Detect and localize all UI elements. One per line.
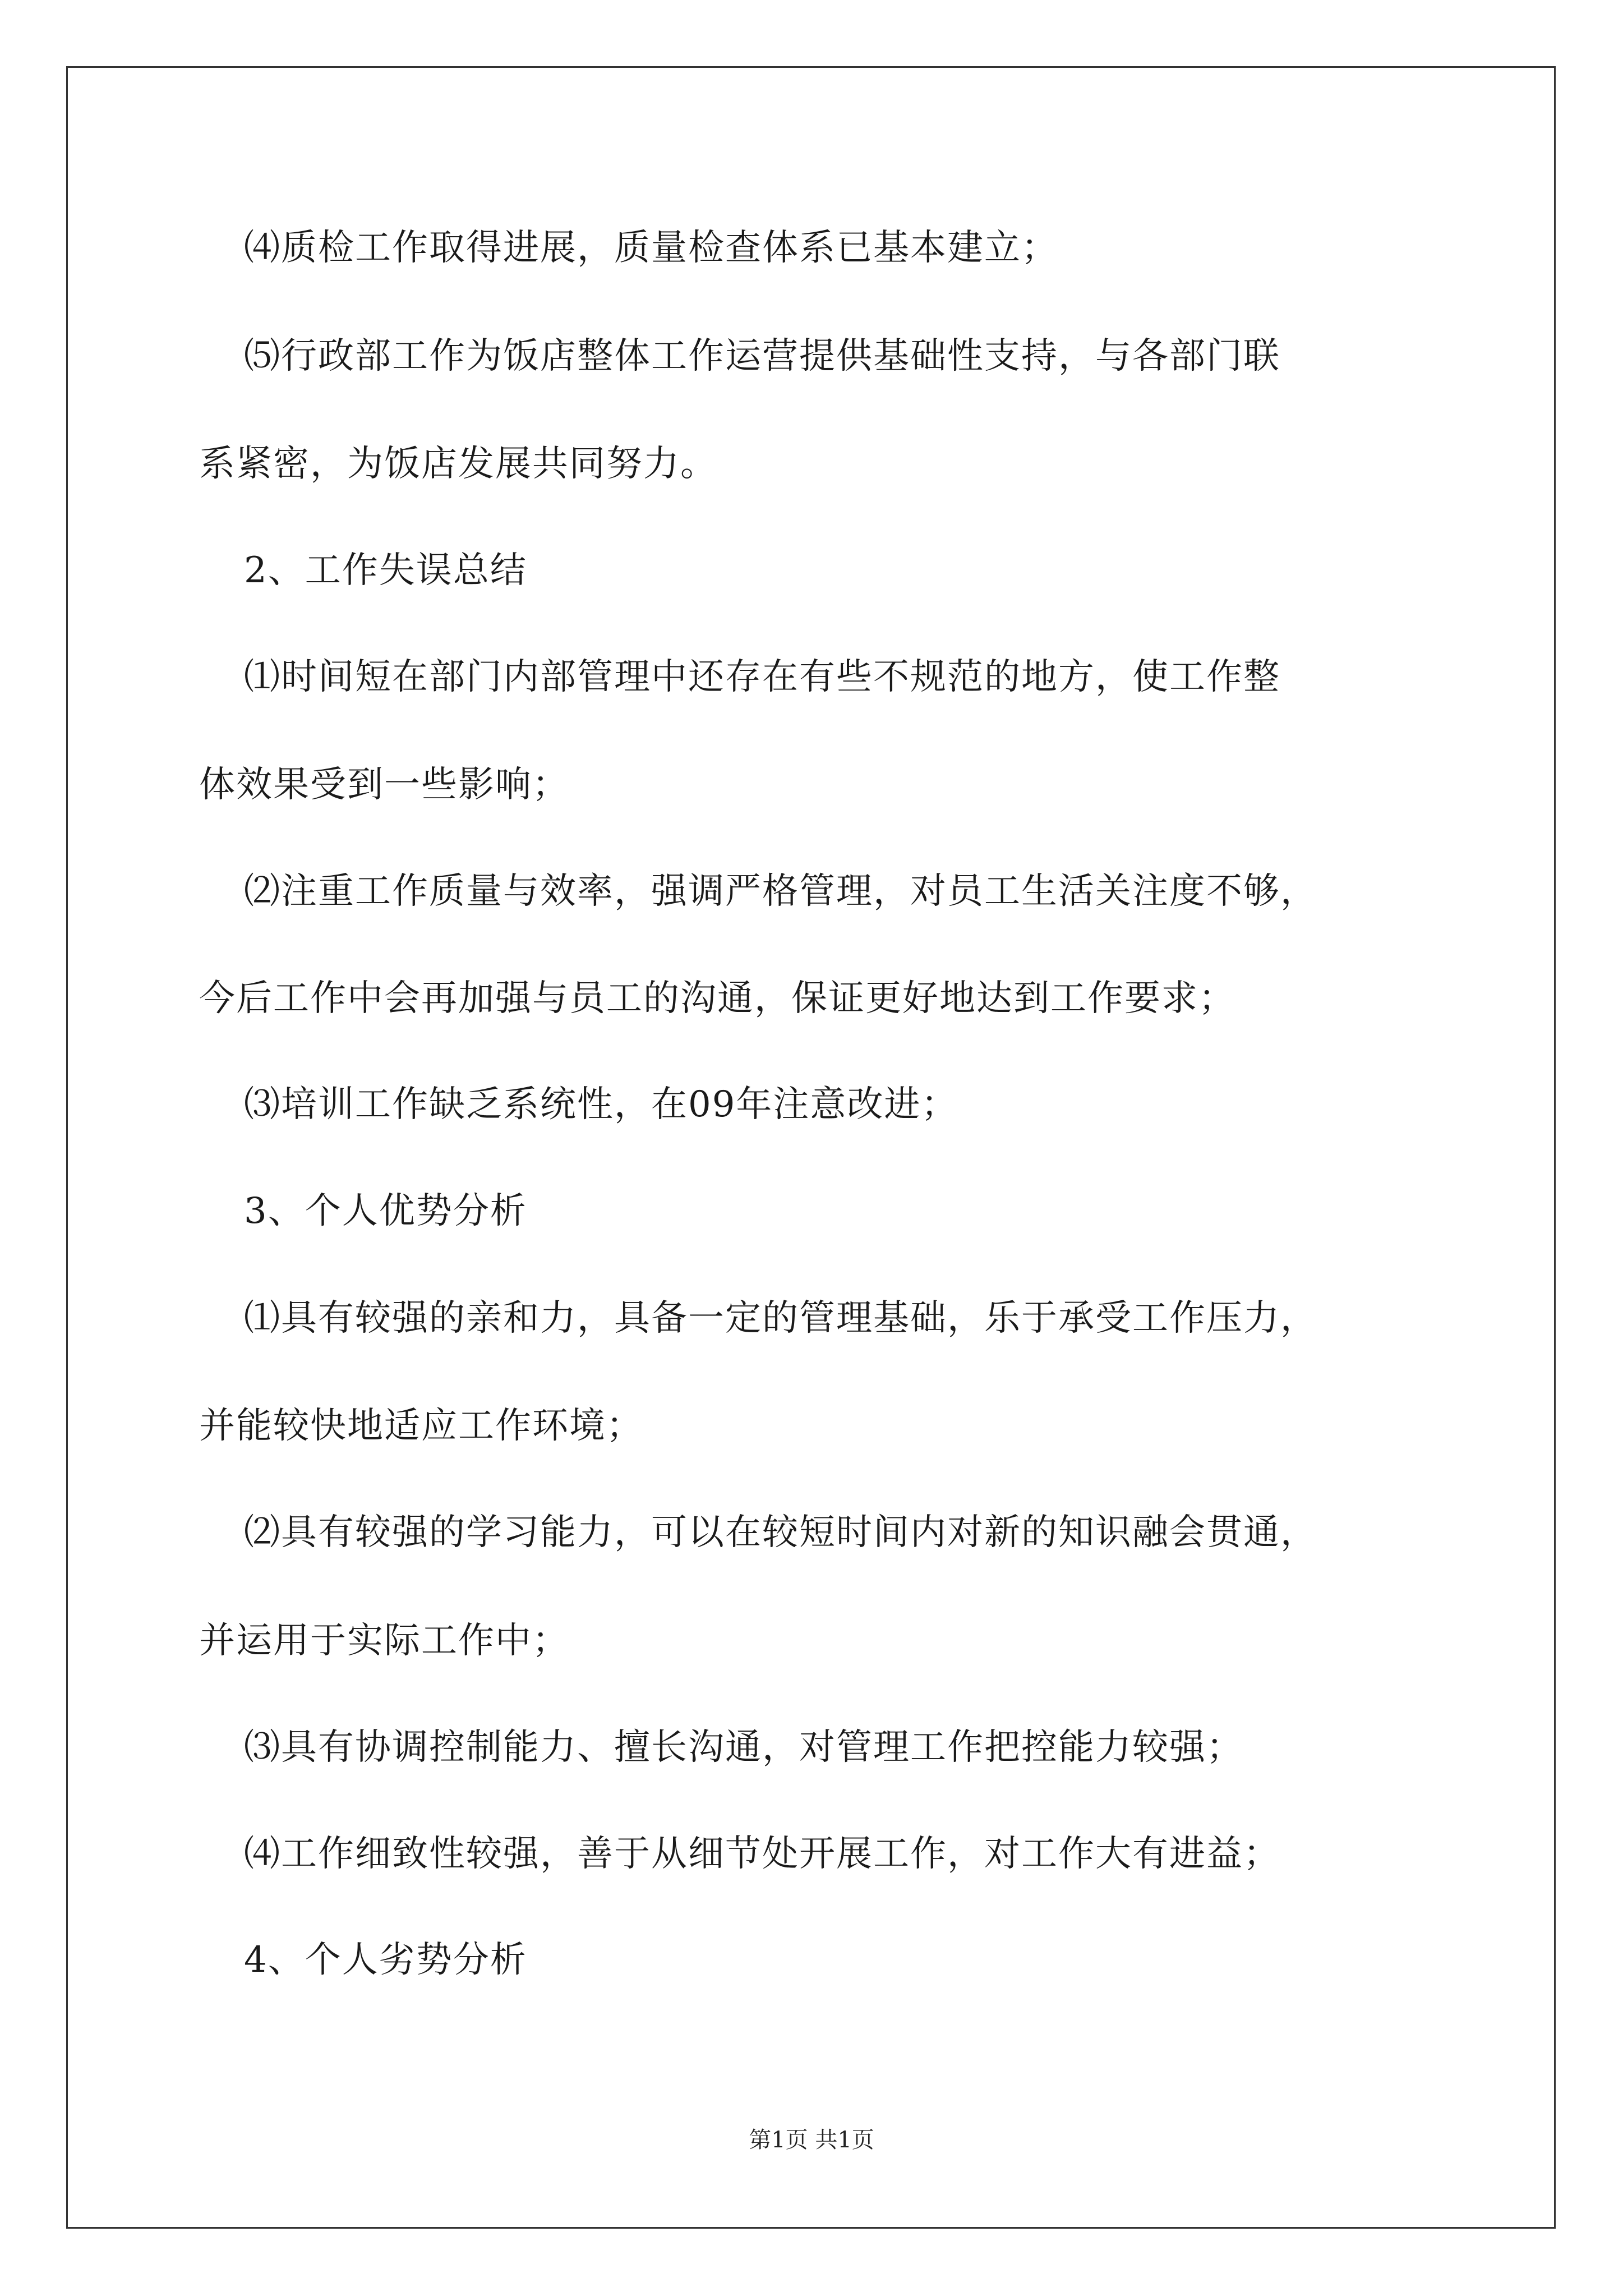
paragraph-line: ⑶培训工作缺乏系统性，在09年注意改进； bbox=[244, 1084, 958, 1125]
paragraph-line: 系紧密，为饭店发展共同努力。 bbox=[199, 443, 717, 485]
paragraph-line: 体效果受到一些影响； bbox=[199, 764, 569, 806]
paragraph-line: ⑴时间短在部门内部管理中还存在有些不规范的地方，使工作整 bbox=[244, 656, 1280, 698]
page-number-footer: 第1页 共1页 bbox=[749, 2127, 874, 2153]
paragraph-line: 并能较快地适应工作环境； bbox=[199, 1405, 643, 1447]
paragraph-line: ⑴具有较强的亲和力，具备一定的管理基础，乐于承受工作压力， bbox=[244, 1297, 1317, 1339]
paragraph-line: ⑵注重工作质量与效率，强调严格管理，对员工生活关注度不够， bbox=[244, 871, 1317, 912]
section-heading: 3、个人优势分析 bbox=[244, 1190, 527, 1232]
paragraph-line: ⑷工作细致性较强，善于从细节处开展工作，对工作大有进益； bbox=[244, 1833, 1280, 1875]
paragraph-line: ⑵具有较强的学习能力，可以在较短时间内对新的知识融会贯通， bbox=[244, 1512, 1317, 1553]
section-heading: 2、工作失误总结 bbox=[244, 550, 527, 591]
section-heading: 4、个人劣势分析 bbox=[244, 1939, 527, 1981]
page-border bbox=[66, 66, 1556, 2229]
paragraph-line: 并运用于实际工作中； bbox=[199, 1620, 569, 1662]
paragraph-line: ⑶具有协调控制能力、擅长沟通，对管理工作把控能力较强； bbox=[244, 1727, 1243, 1768]
paragraph-line: ⑷质检工作取得进展，质量检查体系已基本建立； bbox=[244, 227, 1058, 269]
paragraph-line: ⑸行政部工作为饭店整体工作运营提供基础性支持，与各部门联 bbox=[244, 335, 1280, 377]
paragraph-line: 今后工作中会再加强与员工的沟通，保证更好地达到工作要求； bbox=[199, 978, 1235, 1019]
